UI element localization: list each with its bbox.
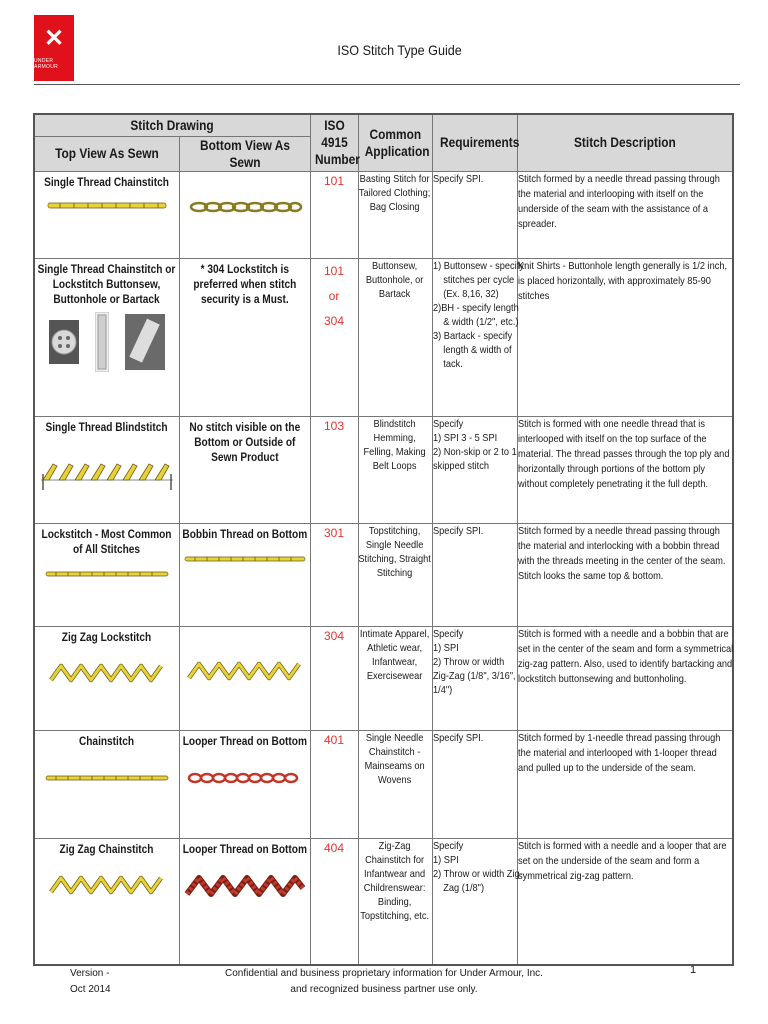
common-application: Buttonsew, Buttonhole, or Bartack — [358, 258, 432, 416]
bottom-view-cell: Looper Thread on Bottom — [179, 838, 310, 965]
iso-number: 304 — [310, 626, 358, 730]
top-view-cell: Single Thread Blindstitch — [34, 416, 179, 523]
iso-number: 301 — [310, 523, 358, 626]
common-application: Blindstitch Hemming, Felling, Making Belt Loops — [358, 416, 432, 523]
chainstitch-bottom-illustration — [185, 176, 305, 222]
chainstitch-401-bottom-illustration — [183, 756, 307, 796]
page-title: ISO Stitch Type Guide — [337, 42, 462, 58]
stitch-description: Knit Shirts - Buttonhole length generally is 1/2 inch, is placed horizontally, with approximately 85-90 stitches — [517, 258, 733, 416]
lockstitch-top-illustration — [42, 558, 172, 588]
zigzag-chainstitch-bottom-illustration — [183, 864, 307, 908]
stitch-description: Stitch is formed with a needle and a bobbin that are set in the center of the seam and form a symmetrical zig-zag pattern. Also, used to identify bartacking and lockstitch buttonsewing and buttonholing. — [517, 626, 733, 730]
table-row — [34, 416, 733, 523]
bottom-view-cell: No stitch visible on the Bottom or Outside of Sewn Product — [179, 416, 310, 523]
header-common-application: Common Application — [358, 114, 432, 171]
header-divider — [34, 84, 740, 85]
button-thumbnail — [49, 320, 79, 364]
common-application: Topstitching, Single Needle Stitching, Straight Stitching — [358, 523, 432, 626]
chainstitch-top-illustration — [42, 191, 172, 221]
common-application: Basting Stitch for Tailored Clothing; Bag Closing — [358, 171, 432, 258]
top-view-cell: Single Thread Chainstitch — [34, 171, 179, 258]
requirements: Specify SPI. — [432, 730, 517, 838]
logo-wordmark: UNDER ARMOUR — [34, 58, 59, 70]
top-view-cell: Chainstitch — [34, 730, 179, 838]
requirements: Specify 1) SPI 2) Throw or width Zig- Zag (1/8") — [432, 838, 517, 965]
stitch-description: Stitch formed by a needle thread passing through the material and interlocking with a bobbin thread with the threads meeting in the center of the seam. Stitch looks the same top & bottom. — [517, 523, 733, 626]
buttonhole-thumbnail — [95, 312, 109, 372]
requirements: Specify 1) SPI 2) Throw or width Zig-Zag (1/8", 3/16", 1/4") — [432, 626, 517, 730]
requirements: Specify SPI. — [432, 523, 517, 626]
header-bottom-view: Bottom View As Sewn — [179, 136, 310, 171]
bartack-thumbnail — [125, 314, 165, 370]
top-view-cell: Lockstitch - Most Common of All Stitches — [34, 523, 179, 626]
iso-number: 401 — [310, 730, 358, 838]
stitch-guide-table — [33, 113, 734, 966]
table-row — [34, 838, 733, 965]
bottom-view-cell: * 304 Lockstitch is preferred when stitch security is a Must. — [179, 258, 310, 416]
common-application: Intimate Apparel, Athletic wear, Infantwear, Exercisewear — [358, 626, 432, 730]
stitch-description: Stitch formed by 1-needle thread passing through the material and interlooped with 1-looper thread and pulled up to the underside of the seam. — [517, 730, 733, 838]
header-top-view: Top View As Sewn — [34, 136, 179, 171]
table-row — [34, 258, 733, 416]
blindstitch-illustration — [39, 446, 175, 496]
header-stitch-description: Stitch Description — [517, 114, 733, 171]
iso-number: 101 or 304 — [310, 258, 358, 416]
lockstitch-bottom-illustration — [183, 543, 307, 573]
iso-number: 101 — [310, 171, 358, 258]
iso-number: 404 — [310, 838, 358, 965]
bottom-view-cell — [179, 171, 310, 258]
zigzag-chainstitch-top-illustration — [47, 864, 167, 904]
confidentiality-notice: Confidential and business proprietary information for Under Armour, Inc. and recognized business partner use only. — [225, 968, 543, 995]
bottom-view-cell — [179, 626, 310, 730]
table-row — [34, 730, 733, 838]
top-view-cell: Single Thread Chainstitch or Lockstitch Buttonsew, Buttonhole or Bartack — [34, 258, 179, 416]
bottom-view-cell: Looper Thread on Bottom — [179, 730, 310, 838]
requirements: Specify SPI. — [432, 171, 517, 258]
requirements: 1) Buttonsew - specify stitches per cycle (Ex. 8,16, 32) 2)BH - specify length & width (1/2", etc.) 3) Bartack - specify length & width of tack. — [432, 258, 517, 416]
requirements: Specify 1) SPI 3 - 5 SPI 2) Non-skip or 2 to 1 skipped stitch — [432, 416, 517, 523]
table-row — [34, 171, 733, 258]
header-requirements: Requirements — [432, 114, 517, 171]
zigzag-lockstitch-top-illustration — [47, 652, 167, 692]
header-stitch-drawing: Stitch Drawing — [34, 114, 310, 136]
stitch-description: Stitch is formed with a needle and a looper that are set on the underside of the seam and form a symmetrical zig-zag pattern. — [517, 838, 733, 965]
iso-number: 103 — [310, 416, 358, 523]
chainstitch-401-top-illustration — [42, 756, 172, 796]
top-view-cell: Zig Zag Chainstitch — [34, 838, 179, 965]
header-iso-number: ISO 4915 Number — [310, 114, 358, 171]
table-row — [34, 626, 733, 730]
common-application: Single Needle Chainstitch - Mainseams on Wovens — [358, 730, 432, 838]
common-application: Zig-Zag Chainstitch for Infantwear and Childrenswear: Binding, Topstitching, etc. — [358, 838, 432, 965]
top-view-cell: Zig Zag Lockstitch — [34, 626, 179, 730]
stitch-description: Stitch is formed with one needle thread that is interlooped with itself on the top surface of the material. The thread passes through the top ply and horizontally through portions of the bottom ply without completely penetrating it the full depth. — [517, 416, 733, 523]
version-label: Version - Oct 2014 — [70, 968, 111, 995]
logo-mark: ✕ — [43, 25, 65, 52]
bottom-view-cell: Bobbin Thread on Bottom — [179, 523, 310, 626]
table-row — [34, 523, 733, 626]
stitch-description: Stitch formed by a needle thread passing through the material and interlooping with itself on the underside of the seam with the assistance of a spreader. — [517, 171, 733, 258]
page-number: 1 — [690, 964, 697, 976]
zigzag-lockstitch-bottom-illustration — [185, 650, 305, 690]
